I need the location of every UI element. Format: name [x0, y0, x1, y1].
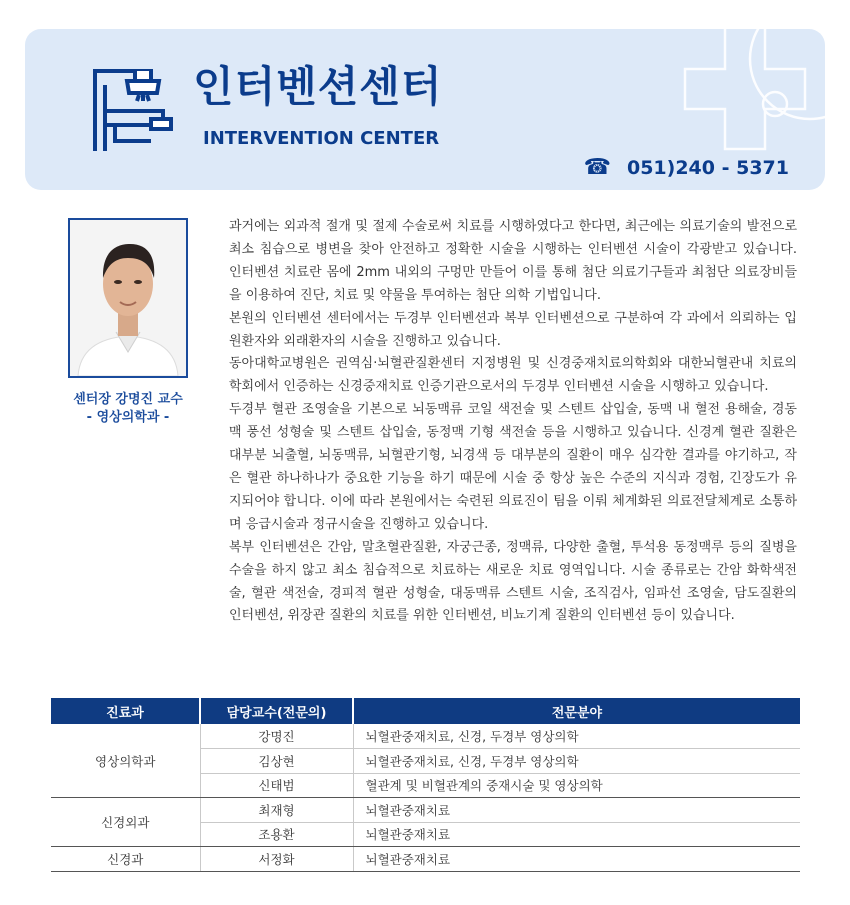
doctor-cell: 최재형	[200, 798, 353, 823]
doctor-cell: 강명진	[200, 724, 353, 749]
phone-number: 051)240 - 5371	[626, 157, 789, 179]
angiography-machine-icon	[93, 69, 173, 151]
page-subtitle-english: INTERVENTION CENTER	[203, 128, 440, 149]
table-row	[51, 847, 800, 872]
description-paragraph: 본원의 인터벤션 센터에서는 두경부 인터벤션과 복부 인터벤션으로 구분하여 각 과에서 의뢰하는 입원환자와 외래환자의 시술을 진행하고 있습니다.	[229, 310, 797, 349]
director-photo	[68, 218, 188, 378]
description-paragraph: 복부 인터벤션은 간암, 말초혈관질환, 자궁근종, 정맥류, 다양한 출혈, 투석용 동정맥루 등의 질병을 수술을 하지 않고 최소 침습적으로 치료하는 새로운 치료 영역입니다. 시술 종류로는 간암 화학색전술, 혈관 색전술, 경피적 혈관 성형술, 대동맥류 스텐트 시술, 조직검사, 임파선 조영술, 담도질환의 인터벤션, 위장관 질환의 치료를 위한 인터벤션, 비뇨기계 질환의 인터벤션 등이 있습니다.	[229, 539, 797, 624]
specialty-cell: 뇌혈관중재치료, 신경, 두경부 영상의학	[353, 724, 800, 749]
doctor-cell: 신태범	[200, 773, 353, 798]
specialty-cell: 뇌혈관중재치료	[353, 847, 800, 872]
specialty-cell: 뇌혈관중재치료	[353, 798, 800, 823]
doctor-cell: 조용환	[200, 822, 353, 847]
department-cell: 신경과	[51, 847, 200, 872]
doctor-cell: 서정화	[200, 847, 353, 872]
doctor-cell: 김상현	[200, 749, 353, 774]
staff-table	[51, 698, 800, 872]
page-title: 인터벤션센터	[193, 62, 443, 111]
table-header-row	[51, 698, 800, 724]
column-header-doctor: 담당교수(전문의)	[200, 698, 353, 724]
description-paragraph: 과거에는 외과적 절개 및 절제 수술로써 치료를 시행하였다고 한다면, 최근에는 의료기술의 발전으로 최소 침습으로 병변을 찾아 안전하고 정확한 시술을 시행하는 인터벤션 시술이 각광받고 있습니다. 인터벤션 치료란 몸에 2mm 내외의 구멍만 만들어 이를 통해 첨단 의료기구들과 최첨단 의료장비들을 이용하여 진단, 치료 및 약물을 투여하는 첨단 의학 기법입니다.	[229, 219, 797, 303]
department-cell: 신경외과	[51, 798, 200, 847]
director-profile	[68, 218, 188, 427]
description-paragraph: 두경부 혈관 조영술을 기본으로 뇌동맥류 코일 색전술 및 스텐트 삽입술, 동맥 내 혈전 용해술, 경동맥 풍선 성형술 및 스텐트 삽입술, 동정맥 기형 색전술 등을 시행하고 있습니다. 신경계 혈관 질환은 대부분 뇌출혈, 뇌동맥류, 뇌혈관기형, 뇌경색 등 대부분의 질환이 매우 심각한 결과를 야기하고, 작은 혈관 하나하나가 중요한 기능을 하기 때문에 시술 중 항상 높은 수준의 지식과 경험, 긴장도가 유지되어야 합니다. 이에 따라 본원에서는 숙련된 의료진이 팀을 이뤄 체계화된 의료전달체계로 소통하며 응급시술과 정규시술을 진행하고 있습니다.	[229, 402, 797, 532]
column-header-specialty: 전문분야	[353, 698, 800, 724]
director-department: - 영상의학과 -	[86, 410, 170, 425]
column-header-department: 진료과	[51, 698, 200, 724]
telephone-icon: ☎	[583, 155, 611, 180]
table-row	[51, 724, 800, 749]
specialty-cell: 뇌혈관중재치료	[353, 822, 800, 847]
center-description	[229, 216, 797, 628]
header-banner	[25, 29, 825, 190]
specialty-cell: 혈관계 및 비혈관계의 중재시술 및 영상의학	[353, 773, 800, 798]
table-row	[51, 798, 800, 823]
phone-contact	[584, 156, 789, 180]
director-name: 센터장 강명진 교수	[73, 392, 183, 407]
specialty-cell: 뇌혈관중재치료, 신경, 두경부 영상의학	[353, 749, 800, 774]
description-paragraph: 동아대학교병원은 권역심·뇌혈관질환센터 지정병원 및 신경중재치료의학회와 대한뇌혈관내 치료의학회에서 인증하는 신경중재치료 인증기관으로서의 두경부 인터벤션 시술을 시행하고 있습니다.	[229, 356, 797, 395]
department-cell: 영상의학과	[51, 724, 200, 798]
